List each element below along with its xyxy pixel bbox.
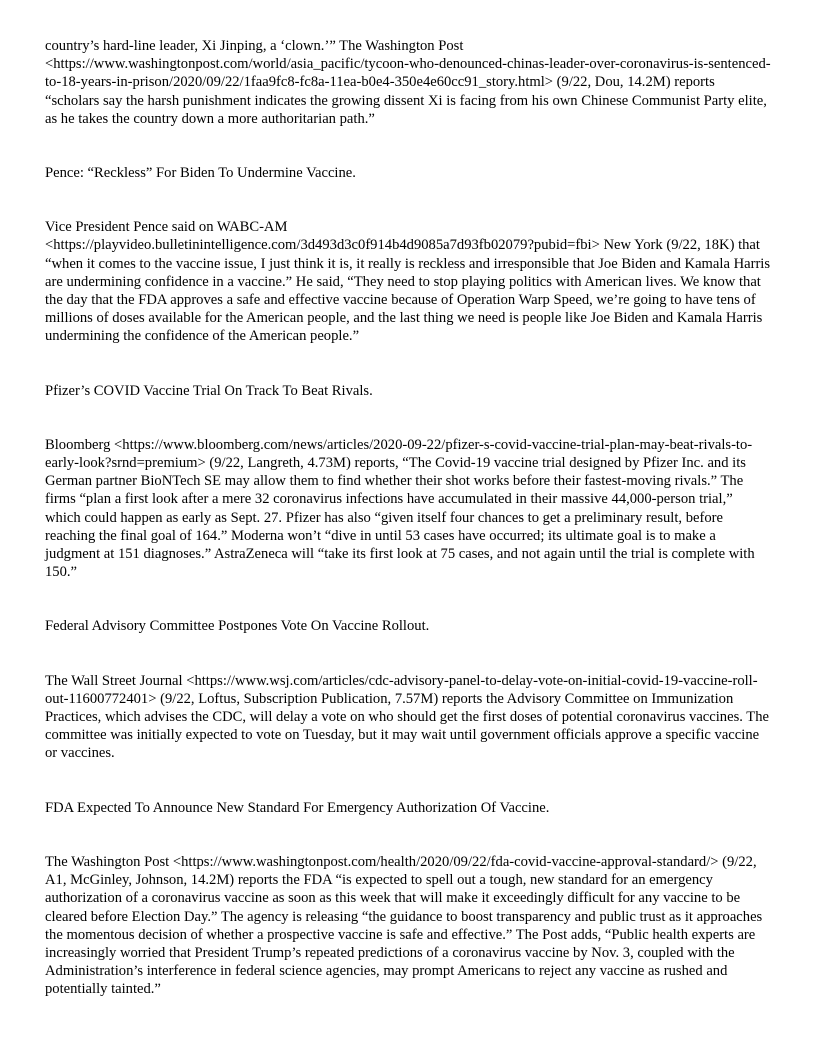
spacer — [45, 817, 771, 853]
spacer — [45, 182, 771, 218]
spacer — [45, 636, 771, 672]
article-paragraph-washington-post: The Washington Post <https://www.washingtonpost.com/health/2020/09/22/fda-covid-vaccine-approval-standard/> (9/22, A1, McGinley, Johnson, 14.2M) reports the FDA “is expected to spell out a tough, new standard for an emergency authorization of a coronavirus vaccine as soon as this week that will make it exceedingly difficult for any vaccine to be cleared before Election Day.” The agency is releasing “the guidance to boost transparency and public trust as it approaches the momentous decision of whether a prospective vaccine is safe and effective.” The Post adds, “Public health experts are increasingly worried that President Trump’s repeated predictions of a coronavirus vaccine by Nov. 3, coupled with the Administration’s interference in federal science agencies, may prompt Americans to reject any vaccine as rushed and potentially tainted.” — [45, 853, 763, 998]
document-page — [45, 37, 771, 999]
article-paragraph-bloomberg: Bloomberg <https://www.bloomberg.com/news/articles/2020-09-22/pfizer-s-covid-vaccine-trial-plan-may-beat-rivals-to-early-look?srnd=premium> (9/22, Langreth, 4.73M) reports, “The Covid-19 vaccine trial designed by Pfizer Inc. and its German partner BioNTech SE may allow them to find whether their shot works before their fastest-moving rivals.” The firms “plan a first look after a mere 32 coronavirus infections have accumulated in their massive 44,000-person trial,” which could happen as early as Sept. 27. Pfizer has also “given itself four chances to get a preliminary result, before reaching the final goal of 164.” Moderna won’t “dive in until 53 cases have occurred; its ultimate goal is to make a judgment at 151 diagnoses.” AstraZeneca will “take its first look at 75 cases, and not again until the trial is complete with 150.” — [45, 436, 755, 581]
spacer — [45, 128, 771, 164]
headline-pfizer-trial: Pfizer’s COVID Vaccine Trial On Track To Beat Rivals. — [45, 382, 373, 399]
headline-advisory-committee: Federal Advisory Committee Postpones Vote On Vaccine Rollout. — [45, 618, 430, 635]
headline-fda-standard: FDA Expected To Announce New Standard For Emergency Authorization Of Vaccine. — [45, 799, 550, 816]
article-paragraph-pence: Vice President Pence said on WABC-AM <https://playvideo.bulletinintelligence.com/3d493d3c0f914b4d9085a7d93fb02079?pubid=fbi> New York (9/22, 18K) that “when it comes to the vaccine issue, I just think it is, it really is reckless and irresponsible that Joe Biden and Kamala Harris are undermining confidence in a vaccine.” He said, “They need to stop playing politics with American lives. We know that the day that the FDA approves a safe and effective vaccine because of Operation Warp Speed, we’re going to have tens of millions of doses available for the American people, and the last thing we need is people like Joe Biden and Kamala Harris undermining the confidence of the American people.” — [45, 219, 771, 345]
spacer — [45, 763, 771, 799]
headline-pence-reckless: Pence: “Reckless” For Biden To Undermine Vaccine. — [45, 165, 356, 182]
spacer — [45, 400, 771, 436]
spacer — [45, 346, 771, 382]
spacer — [45, 581, 771, 617]
article-paragraph-wsj: The Wall Street Journal <https://www.wsj.com/articles/cdc-advisory-panel-to-delay-vote-on-initial-covid-19-vaccine-roll-out-11600772401> (9/22, Loftus, Subscription Publication, 7.57M) reports the Advisory Committee on Immunization Practices, which advises the CDC, will delay a vote on who should get the first doses of potential coronavirus vaccines. The committee was initially expected to vote on Tuesday, but it may wait until government officials approve a specific vaccine or vaccines. — [45, 672, 769, 762]
article-paragraph-xi-jinping: country’s hard-line leader, Xi Jinping, a ‘clown.’” The Washington Post <https://www.washingtonpost.com/world/asia_pacific/tycoon-who-denounced-chinas-leader-over-coronavirus-is-sentenced-to-18-years-in-prison/2020/09/22/1faa9fc8-fc8a-11ea-b0e4-350e4e60cc91_story.html> (9/22, Dou, 14.2M) reports “scholars say the harsh punishment indicates the growing dissent Xi is facing from his own Chinese Communist Party elite, as he takes the country down a more authoritarian path.” — [45, 38, 771, 127]
